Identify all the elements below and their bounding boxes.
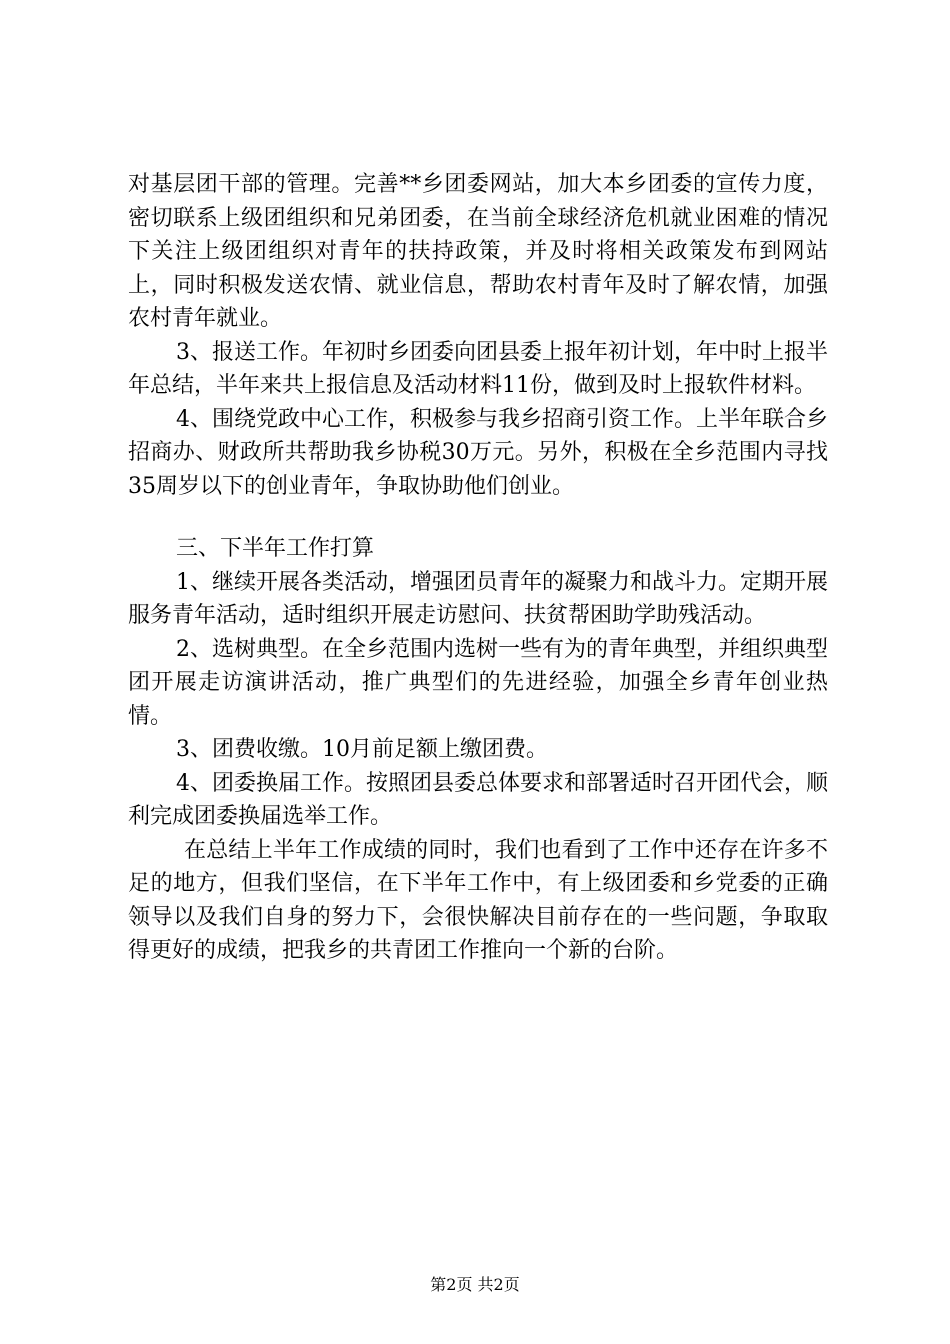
- paragraph-spacer: [128, 503, 828, 532]
- plan-item-activities: 1、继续开展各类活动，增强团员青年的凝聚力和战斗力。定期开展服务青年活动，适时组织开展走访慰问、扶贫帮困助学助残活动。: [128, 569, 828, 628]
- paragraph-continuation: 对基层团干部的管理。完善**乡团委网站，加大本乡团委的宣传力度，密切联系上级团组织和兄弟团委，在当前全球经济危机就业困难的情况下关注上级团组织对青年的扶持政策，并及时将相关政策发布到网站上，同时积极发送农情、就业信息，帮助农村青年及时了解农情，加强农村青年就业。: [128, 172, 828, 331]
- section-heading: 三、下半年工作打算: [176, 536, 375, 561]
- paragraph-report-work: 3、报送工作。年初时乡团委向团县委上报年初计划，年中时上报半年总结，半年来共上报信息及活动材料11份，做到及时上报软件材料。: [128, 339, 828, 398]
- plan-item-role-models: 2、选树典型。在全乡范围内选树一些有为的青年典型，并组织典型团开展走访演讲活动，推广典型们的先进经验，加强全乡青年创业热情。: [128, 636, 828, 729]
- page-number-footer: 第2页 共2页: [430, 1275, 520, 1294]
- paragraph-investment-work: 4、围绕党政中心工作，积极参与我乡招商引资工作。上半年联合乡招商办、财政所共帮助我乡协税30万元。另外，积极在全乡范围内寻找35周岁以下的创业青年，争取协助他们创业。: [128, 406, 828, 499]
- closing-paragraph: 在总结上半年工作成绩的同时，我们也看到了工作中还存在许多不足的地方，但我们坚信，在下半年工作中，有上级团委和乡党委的正确领导以及我们自身的努力下，会很快解决目前存在的一些问题，争取取得更好的成绩，把我乡的共青团工作推向一个新的台阶。: [128, 837, 828, 963]
- plan-item-reelection: 4、团委换届工作。按照团县委总体要求和部署适时召开团代会，顺利完成团委换届选举工作。: [128, 770, 828, 829]
- plan-item-dues: 3、团费收缴。10月前足额上缴团费。: [176, 737, 548, 762]
- document-body: [128, 168, 828, 968]
